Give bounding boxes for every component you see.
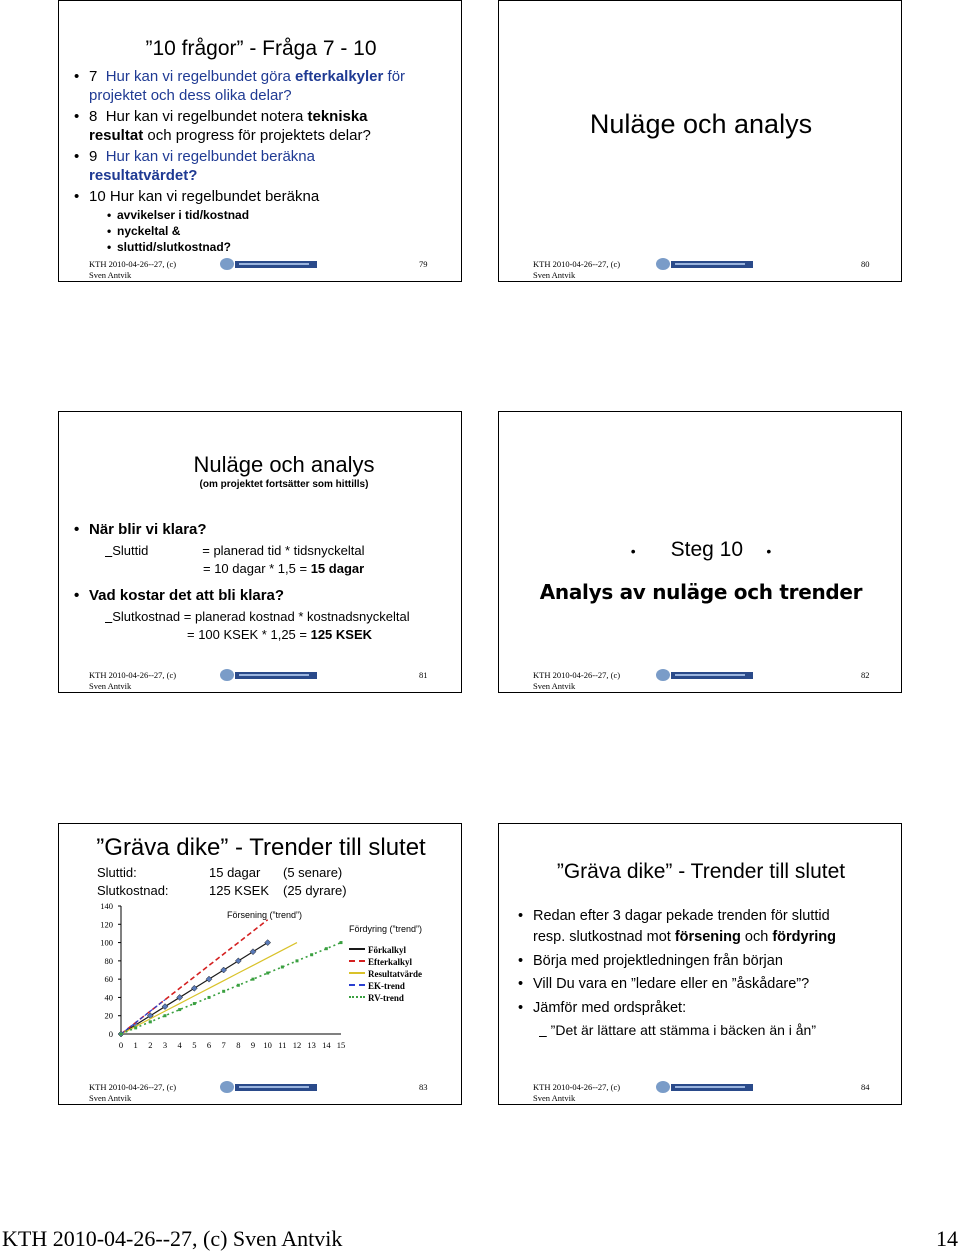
question-8: • 8 Hur kan vi regelbundet notera tekniska resultat och progress för projektets delar? <box>89 107 459 145</box>
x-tick-label: 6 <box>206 1040 212 1050</box>
legend-label: Förkalkyl <box>368 945 407 955</box>
x-tick-label: 5 <box>192 1040 197 1050</box>
kth-logo-icon <box>219 1079 319 1095</box>
slide-82 <box>498 411 902 693</box>
slide-number: 79 <box>419 259 428 269</box>
legend <box>349 940 429 1030</box>
data-point <box>178 1008 181 1011</box>
slide-title: Analys av nuläge och trender <box>539 580 863 604</box>
proverb: ”Det är lättare att stämma i bäcken än i ån” <box>550 1022 817 1038</box>
question-9: • 9 Hur kan vi regelbundet beräkna resultatvärdet? <box>89 147 459 185</box>
slide-title: Nuläge och analys <box>193 452 375 477</box>
x-tick-label: 3 <box>162 1040 168 1050</box>
data-point <box>235 958 241 964</box>
legend-label: EK-trend <box>368 981 405 991</box>
footer: KTH 2010-04-26--27, (c) Sven Antvik <box>533 1082 621 1103</box>
data-point <box>164 1014 167 1017</box>
data-point <box>296 959 299 962</box>
slide-title: ”10 frågor” - Fråga 7 - 10 <box>145 37 377 60</box>
kth-logo-icon <box>219 667 319 683</box>
x-tick-label: 13 <box>307 1040 316 1050</box>
data-point <box>177 994 183 1000</box>
data-point <box>208 996 211 999</box>
slide-81 <box>58 411 462 693</box>
slide-number: 82 <box>861 670 870 680</box>
summary-block: Sluttid: 15 dagar (5 senare) Slutkostnad: 125 KSEK (25 dyrare) <box>97 865 347 898</box>
slide-79 <box>58 0 462 282</box>
data-point <box>237 984 240 987</box>
bullet-1: • Redan efter 3 dagar pekade trenden för sluttid resp. slutkostnad mot försening och fördyring <box>533 906 902 948</box>
footer: KTH 2010-04-26--27, (c) Sven Antvik <box>89 1082 177 1103</box>
slide-number: 81 <box>419 670 428 680</box>
x-tick-label: 0 <box>118 1040 124 1050</box>
y-tick-label: 0 <box>108 1029 113 1039</box>
data-point <box>206 976 212 982</box>
slide-80 <box>498 0 902 282</box>
legend-item <box>349 988 404 1006</box>
y-tick-label: 120 <box>100 919 113 930</box>
bullet-when-done: • När blir vi klara? <box>89 520 207 539</box>
legend-swatch <box>349 984 365 986</box>
legend-label: RV-trend <box>368 993 404 1003</box>
fordyring-label: Fördyring (”trend”) <box>349 924 423 934</box>
legend-swatch <box>349 948 365 950</box>
page-number: 14 <box>936 1226 958 1251</box>
x-tick-label: 14 <box>322 1040 331 1050</box>
x-tick-label: 9 <box>250 1040 256 1050</box>
sub-item-1: • avvikelser i tid/kostnad <box>117 207 249 223</box>
slide-title: ”Gräva dike” - Trender till slutet <box>96 834 426 861</box>
slutkostnad-line: Slutkostnad = planerad kostnad * kostnadsnyckeltal = 100 KSEK * 1,25 = 125 KSEK <box>112 609 410 642</box>
series-line <box>121 1000 165 1034</box>
data-point <box>221 967 227 973</box>
bullet-2: • Börja med projektledningen från början <box>533 951 783 972</box>
x-tick-label: 12 <box>292 1040 302 1050</box>
data-point <box>310 953 313 956</box>
y-tick-label: 80 <box>104 955 113 966</box>
data-point <box>222 990 225 993</box>
series-line <box>121 943 297 1034</box>
series-line <box>121 943 341 1034</box>
slide-title: ”Gräva dike” - Trender till slutet <box>556 860 846 883</box>
data-point <box>162 1004 168 1010</box>
sluttid-line: Sluttid = planerad tid * tidsnyckeltal = 10 dagar * 1,5 = 15 dagar <box>112 543 365 576</box>
data-point <box>193 1002 196 1005</box>
x-tick-label: 10 <box>263 1040 272 1050</box>
data-point <box>134 1026 137 1029</box>
bullet-cost: • Vad kostar det att bli klara? <box>89 586 284 605</box>
step-heading: • Steg 10 • <box>630 538 772 561</box>
x-tick-label: 1 <box>133 1040 138 1050</box>
kth-logo-icon <box>655 1079 755 1095</box>
kth-logo-icon <box>655 256 755 272</box>
slide-title: Nuläge och analys <box>589 109 813 139</box>
footer: KTH 2010-04-26--27, (c) Sven Antvik <box>533 670 621 691</box>
data-point <box>266 972 269 975</box>
slide-number: 84 <box>861 1082 870 1092</box>
footer: KTH 2010-04-26--27, (c) Sven Antvik <box>89 259 177 280</box>
data-point <box>191 985 197 991</box>
page-footer: KTH 2010-04-26--27, (c) Sven Antvik <box>2 1226 343 1251</box>
slide-number: 83 <box>419 1082 428 1092</box>
question-7: • 7 Hur kan vi regelbundet göra efterkalkyler för projektet och dess olika delar? <box>89 67 459 105</box>
legend-label: Efterkalkyl <box>368 957 412 967</box>
question-10: • 10 Hur kan vi regelbundet beräkna <box>89 187 459 206</box>
x-tick-label: 7 <box>221 1040 226 1050</box>
slide-subtitle: (om projektet fortsätter som hittills) <box>199 479 369 490</box>
y-tick-label: 100 <box>100 937 113 948</box>
x-tick-label: 8 <box>236 1040 241 1050</box>
sub-item-3: • sluttid/slutkostnad? <box>117 239 231 255</box>
forsening-label: Försening (”trend”) <box>227 910 303 920</box>
footer: KTH 2010-04-26--27, (c) Sven Antvik <box>533 259 621 280</box>
kth-logo-icon <box>655 667 755 683</box>
data-point <box>250 949 256 955</box>
data-point <box>149 1020 152 1023</box>
data-point <box>265 940 271 946</box>
data-point <box>281 965 284 968</box>
legend-swatch <box>349 960 365 962</box>
sub-item-2: • nyckeltal & <box>117 223 180 239</box>
x-tick-label: 11 <box>278 1040 287 1050</box>
data-point <box>325 947 328 950</box>
bullet-3: • Vill Du vara en ”ledare eller en ”åskådare”? <box>533 974 809 995</box>
slide-number: 80 <box>861 259 870 269</box>
footer: KTH 2010-04-26--27, (c) Sven Antvik <box>89 670 177 691</box>
y-tick-label: 40 <box>104 992 113 1003</box>
slide-83 <box>58 823 462 1105</box>
y-tick-label: 140 <box>100 901 113 911</box>
x-tick-label: 15 <box>336 1040 346 1050</box>
y-tick-label: 60 <box>104 974 113 985</box>
x-tick-label: 2 <box>148 1040 153 1050</box>
data-point <box>340 941 343 944</box>
bullet-4: • Jämför med ordspråket: <box>533 998 686 1019</box>
y-tick-label: 20 <box>104 1010 113 1021</box>
legend-label: Resultatvärde <box>368 969 422 979</box>
x-tick-label: 4 <box>177 1040 182 1050</box>
legend-swatch <box>349 972 365 974</box>
data-point <box>120 1033 123 1036</box>
slide-84 <box>498 823 902 1105</box>
kth-logo-icon <box>219 256 319 272</box>
legend-swatch <box>349 996 365 998</box>
data-point <box>252 978 255 981</box>
